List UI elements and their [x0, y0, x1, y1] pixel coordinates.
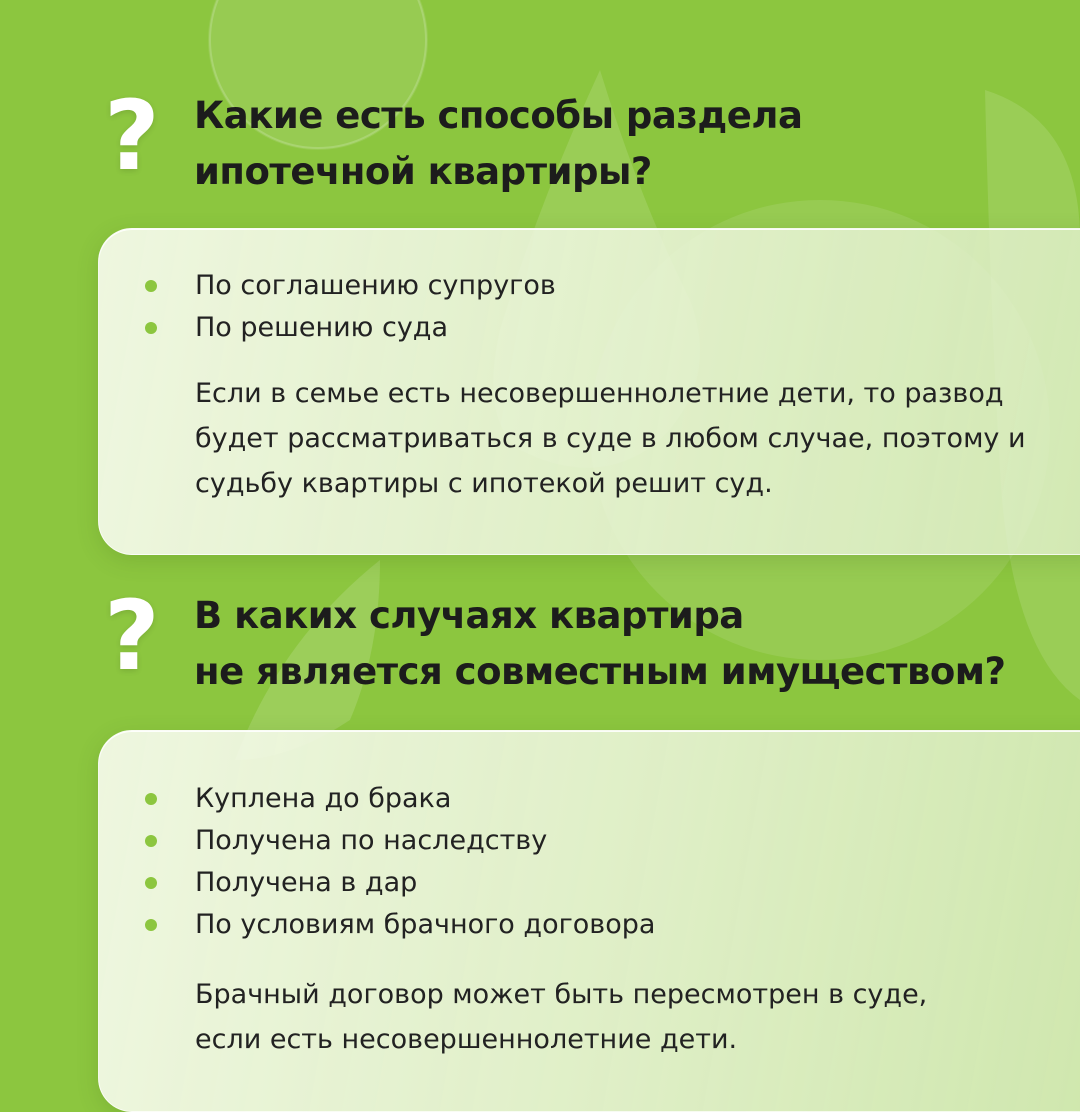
- list-item-text: Куплена до брака: [195, 783, 452, 814]
- bullet-dot-icon: [145, 322, 157, 334]
- bullet-dot-icon: [145, 835, 157, 847]
- answer-1-list: [99, 265, 1080, 349]
- question-1-title-line2: ипотечной квартиры?: [194, 150, 652, 193]
- list-item-text: По соглашению супругов: [195, 270, 556, 301]
- bullet-dot-icon: [145, 877, 157, 889]
- answer-card-2: [98, 730, 1080, 1112]
- list-item: [99, 904, 1080, 946]
- question-2-title-line2: не является совместным имуществом?: [194, 650, 1006, 693]
- list-item-text: По решению суда: [195, 312, 449, 343]
- answer-2-note: Брачный договор может быть пересмотрен в суде, если есть несовершеннолетние дети.: [195, 979, 928, 1055]
- list-item: [99, 307, 1080, 349]
- bullet-dot-icon: [145, 793, 157, 805]
- answer-card-1: [98, 228, 1080, 555]
- list-item-text: Получена по наследству: [195, 825, 548, 856]
- list-item-text: Получена в дар: [195, 867, 418, 898]
- list-item: [99, 778, 1080, 820]
- question-1-title-line1: Какие есть способы раздела: [194, 94, 803, 137]
- question-1-title: [194, 88, 1054, 200]
- question-2-title-line1: В каких случаях квартира: [194, 594, 744, 637]
- list-item-text: По условиям брачного договора: [195, 909, 656, 940]
- question-mark-icon: ?: [104, 80, 160, 192]
- answer-2-list: [99, 778, 1080, 946]
- list-item: [99, 820, 1080, 862]
- question-2-title: [194, 588, 1054, 700]
- list-item: [99, 265, 1080, 307]
- list-item: [99, 862, 1080, 904]
- bullet-dot-icon: [145, 919, 157, 931]
- answer-1-note: Если в семье есть несовершеннолетние дети, то развод будет рассматриваться в суде в любом случае, поэтому и судьбу квартиры с ипотекой решит суд.: [195, 378, 1026, 499]
- question-mark-icon: ?: [104, 580, 160, 692]
- bullet-dot-icon: [145, 280, 157, 292]
